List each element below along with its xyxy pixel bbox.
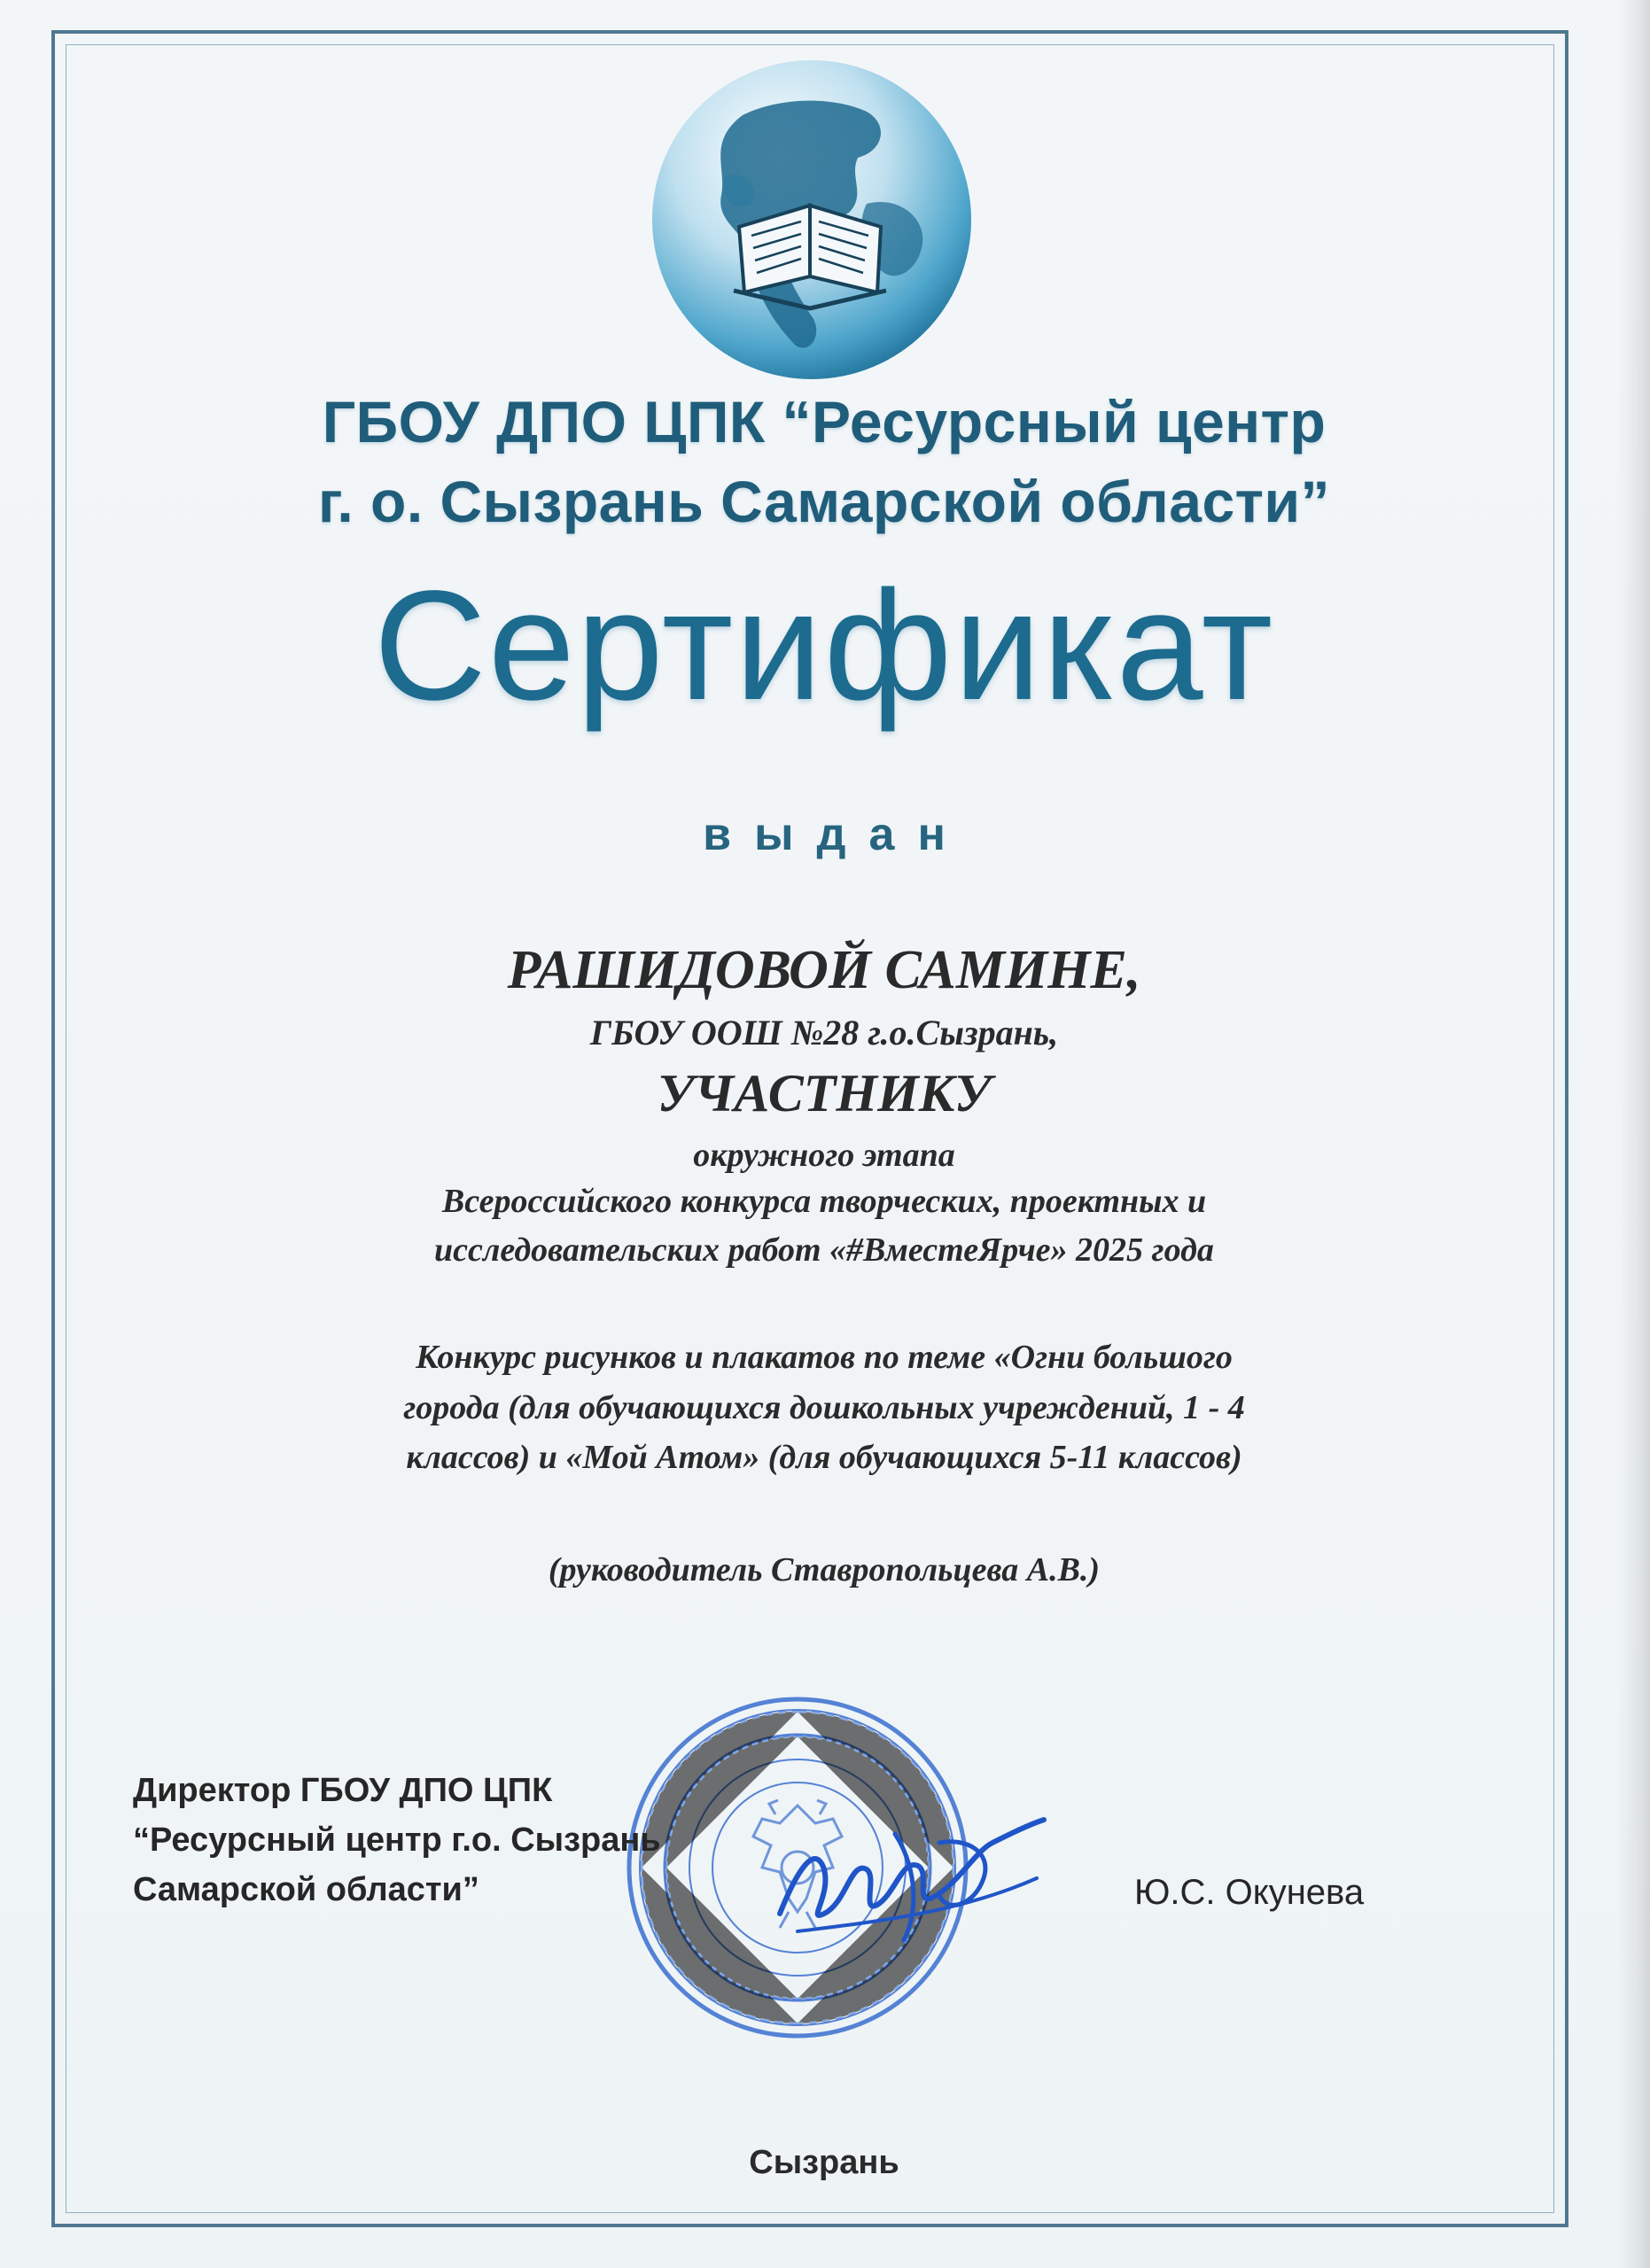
director-title-line-1: Директор ГБОУ ДПО ЦПК [133, 1772, 553, 1809]
director-title-line-2: “Ресурсный центр г.о. Сызрань [133, 1821, 661, 1859]
nomination-line-2: города (для обучающихся дошкольных учреждений, 1 - 4 [403, 1389, 1245, 1426]
contest-stage: окружного этапа [693, 1137, 955, 1174]
city-name: Сызрань [749, 2144, 899, 2181]
contest-name-line-2: исследовательских работ «#ВместеЯрче» 2025 года [434, 1231, 1214, 1269]
recipient-role: УЧАСТНИКУ [657, 1064, 992, 1122]
scan-edge-shadow [1618, 0, 1650, 2268]
nomination-line-1: Конкурс рисунков и плакатов по теме «Огни большого [416, 1339, 1233, 1376]
director-title-line-3: Самарской области” [133, 1871, 479, 1908]
signer-name: Ю.С. Окунева [1134, 1873, 1365, 1912]
organization-line-2: г. о. Сызрань Самарской области” [317, 469, 1331, 534]
recipient-name: РАШИДОВОЙ САМИНЕ, [507, 940, 1141, 1000]
globe-book-icon [645, 53, 978, 386]
contest-name-line-1: Всероссийского конкурса творческих, проектных и [441, 1183, 1207, 1220]
organization-line-1: ГБОУ ДПО ЦПК “Ресурсный центр [322, 389, 1327, 454]
supervisor-line: (руководитель Ставропольцева А.В.) [548, 1551, 1101, 1588]
nomination-line-3: классов) и «Мой Атом» (для обучающихся 5-11 классов) [406, 1439, 1242, 1476]
certificate-title: Сертификат [373, 559, 1275, 733]
issued-label: выдан [703, 809, 969, 860]
handwritten-signature [762, 1781, 1055, 1958]
recipient-school: ГБОУ ООШ №28 г.о.Сызрань, [589, 1013, 1059, 1052]
